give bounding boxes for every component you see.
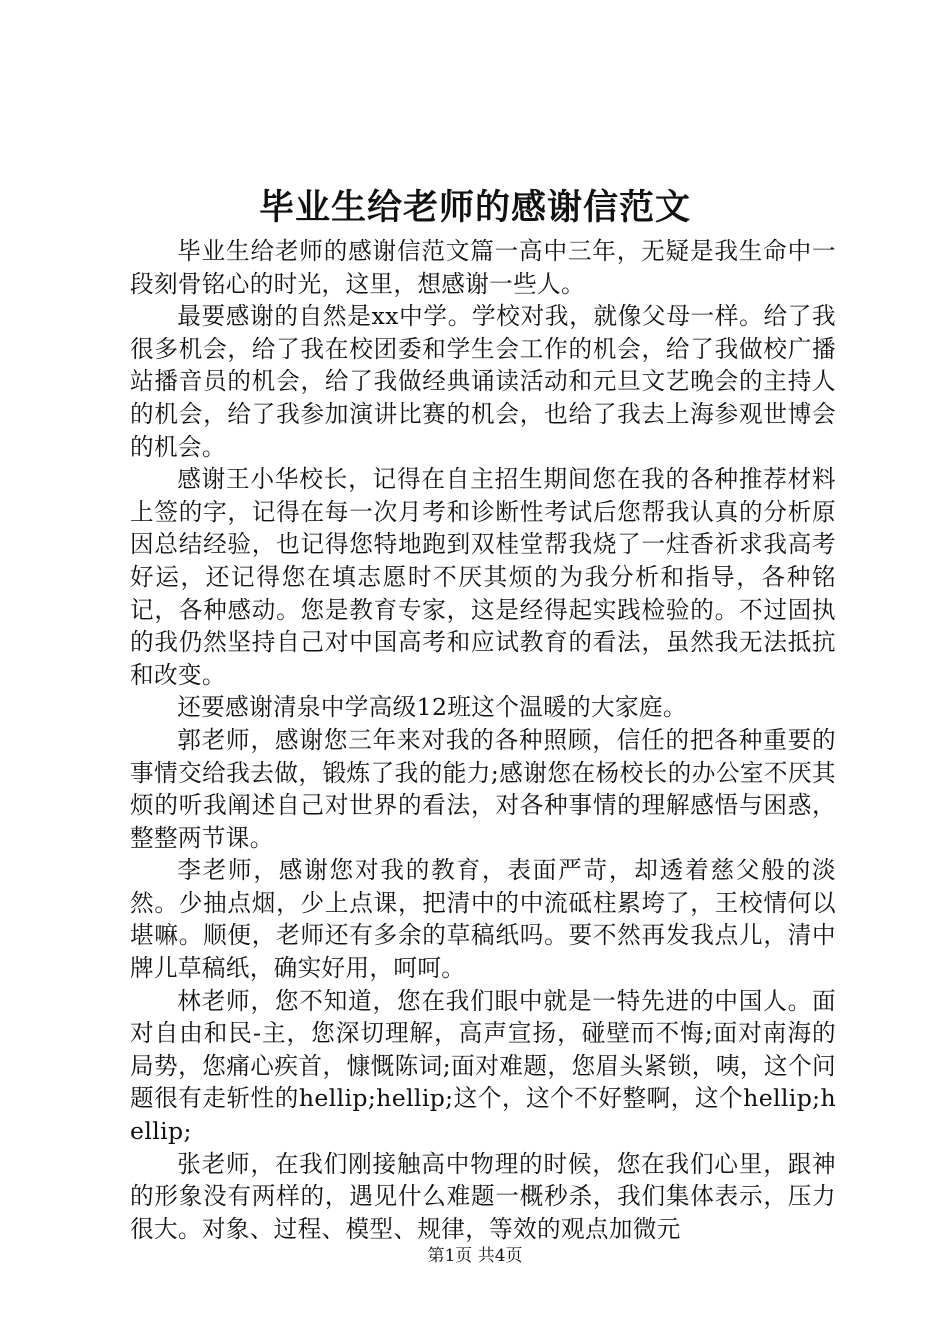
paragraph-1: 毕业生给老师的感谢信范文篇一高中三年，无疑是我生命中一段刻骨铭心的时光，这里，想感谢一些人。 — [130, 237, 836, 298]
paragraph-8: 张老师，在我们刚接触高中物理的时候，您在我们心里，跟神的形象没有两样的，遇见什么难题一概秒杀，我们集体表示，压力很大。对象、过程、模型、规律，等效的观点加微元 — [130, 1149, 836, 1243]
document-body — [130, 235, 836, 1245]
paragraph-6: 李老师，感谢您对我的教育，表面严苛，却透着慈父般的淡然。少抽点烟，少上点课，把清中的中流砥柱累垮了，王校情何以堪嘛。顺便，老师还有多余的草稿纸吗。要不然再发我点儿，清中牌儿草稿纸，确实好用，呵呵。 — [130, 856, 836, 983]
paragraph-4: 还要感谢清泉中学高级12班这个温暖的大家庭。 — [177, 693, 687, 722]
paragraph-5: 郭老师，感谢您三年来对我的各种照顾，信任的把各种重要的事情交给我去做，锻炼了我的能力;感谢您在杨校长的办公室不厌其烦的听我阐述自己对世界的看法，对各种事情的理解感悟与困惑，整整两节课。 — [130, 725, 836, 852]
paragraph-3: 感谢王小华校长，记得在自主招生期间您在我的各种推荐材料上签的字，记得在每一次月考和诊断性考试后您帮我认真的分析原因总结经验，也记得您特地跑到双桂堂帮我烧了一炷香祈求我高考好运，还记得您在填志愿时不厌其烦的为我分析和指导，各种铭记，各种感动。您是教育专家，这是经得起实践检验的。不过固执的我仍然坚持自己对中国高考和应试教育的看法，虽然我无法抵抗和改变。 — [130, 465, 836, 689]
paragraph-7: 林老师，您不知道，您在我们眼中就是一特先进的中国人。面对自由和民-主，您深切理解，高声宣扬，碰壁而不悔;面对南海的局势，您痛心疾首，慷慨陈词;面对难题，您眉头紧锁，咦，这个问题很有走斩性的hellip;hellip;这个，这个不好整啊，这个hellip;hellip; — [130, 986, 836, 1146]
paragraph-2: 最要感谢的自然是xx中学。学校对我，就像父母一样。给了我很多机会，给了我在校团委和学生会工作的机会，给了我做校广播站播音员的机会，给了我做经典诵读活动和元旦文艺晚会的主持人的机会，给了我参加演讲比赛的机会，也给了我去上海参观世博会的机会。 — [130, 302, 836, 461]
page-footer: 第1页 共4页 — [427, 1246, 523, 1266]
document-title: 毕业生给老师的感谢信范文 — [258, 187, 691, 228]
